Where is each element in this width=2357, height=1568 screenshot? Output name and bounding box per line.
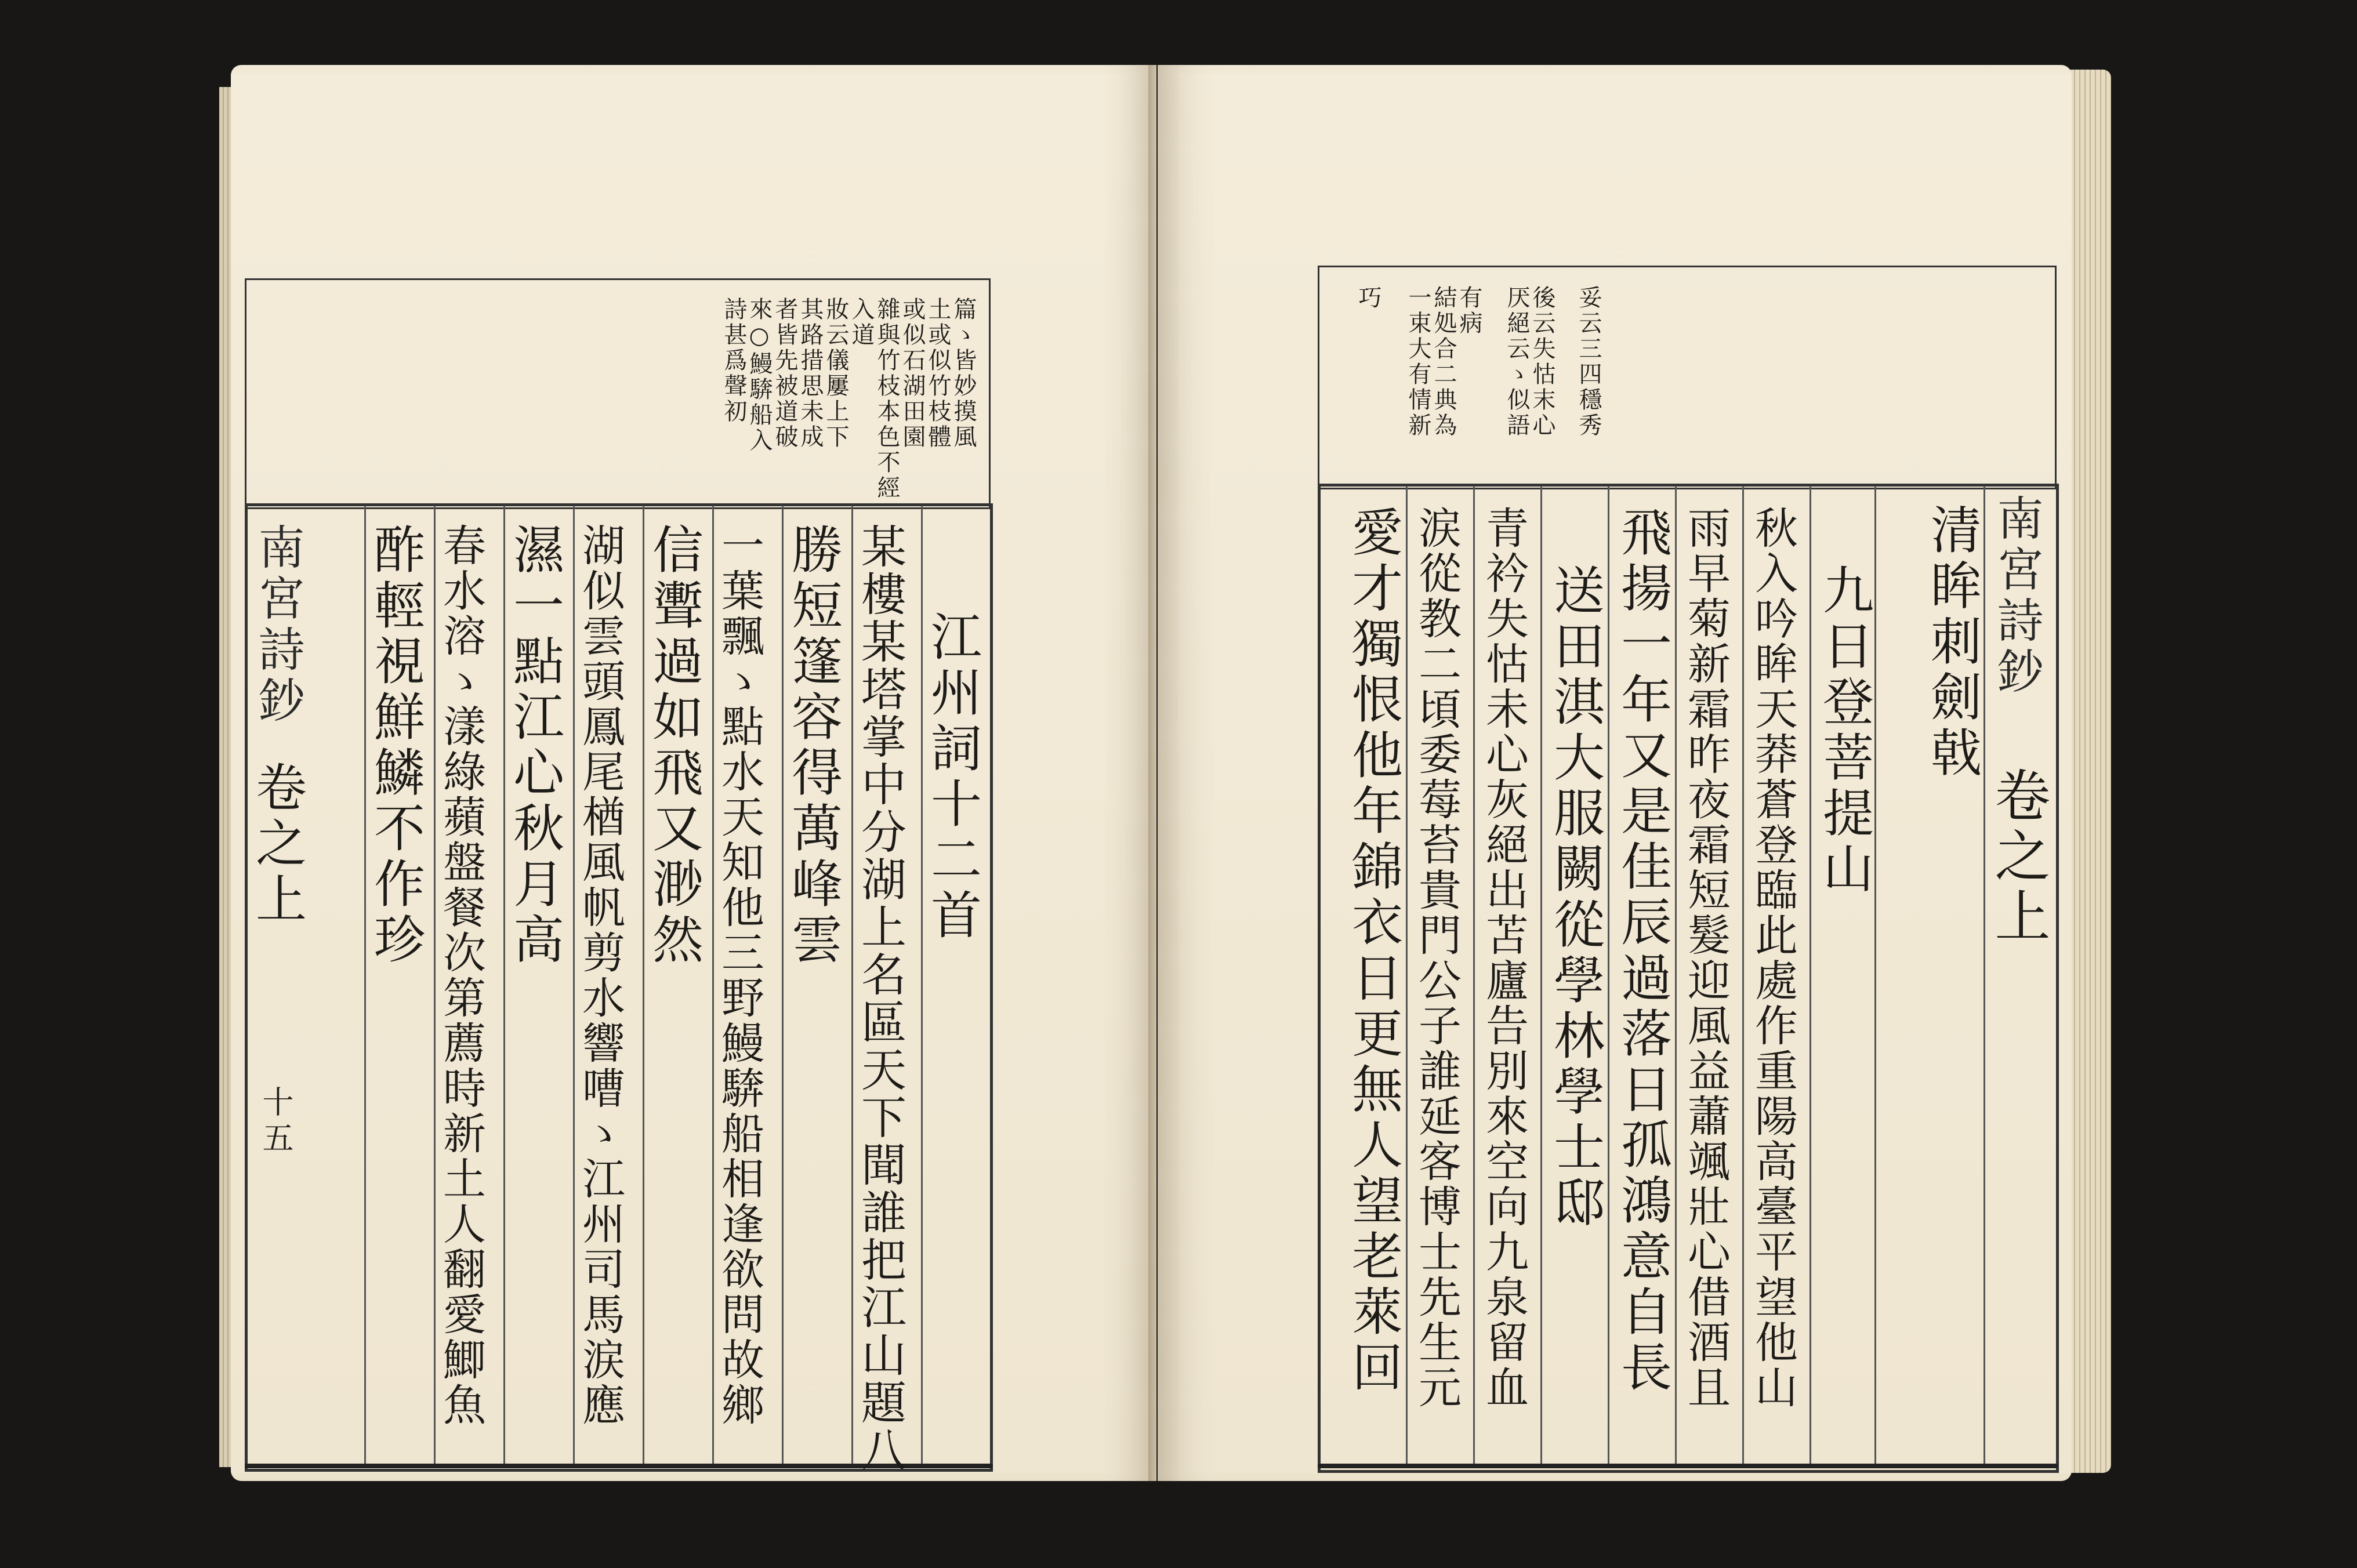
left-commentary-6: 妝云儀屢上下 xyxy=(822,297,849,450)
right-column-4: 雨早菊新霜昨夜霜短髮迎風益蕭颯壯心借酒且 xyxy=(1681,506,1731,1410)
right-column-9: 愛才獨恨他年錦衣日更無人望老萊回 xyxy=(1344,506,1404,1396)
right-commentary-5: 結処合二典為 xyxy=(1430,285,1457,438)
left-banner-title: 南宮詩鈔 xyxy=(251,523,304,727)
left-column-3: 勝短篷容得萬峰雲 xyxy=(784,523,843,968)
right-commentary-2: 後云失怙末心 xyxy=(1529,285,1555,438)
right-column-1: 清眸刺劍戟 xyxy=(1923,503,1982,782)
left-column-6: 湖似雲頭鳳尾楢風帆剪水響嘈ゝ江州司馬涙應 xyxy=(575,523,625,1428)
right-commentary-3: 厌絕云ゝ似語 xyxy=(1503,285,1530,438)
left-commentary-1: 篇ゝ皆妙摸風 xyxy=(950,297,977,450)
left-column-title: 江州詞十二首 xyxy=(923,610,982,944)
left-commentary-2: 土或似竹枝體 xyxy=(924,297,951,450)
right-commentary-7: 巧 xyxy=(1355,285,1381,311)
left-commentary-5: 入道 xyxy=(848,297,875,348)
right-page-stack-edge xyxy=(2065,70,2111,1473)
left-commentary-7: 其路措思未成 xyxy=(797,297,824,450)
left-column-2: 某樓某塔掌中分湖上名區天下聞誰把江山題八 xyxy=(854,523,906,1474)
right-commentary-4: 有病 xyxy=(1456,285,1482,336)
left-page-number: 十五 xyxy=(258,1086,294,1157)
left-column-9: 酢輕視鮮鱗不作珍 xyxy=(366,523,426,968)
left-column-4: 一葉飄ゝ點水天知他三野鰻𩣺船相逢欲問故鄉 xyxy=(715,523,764,1428)
right-column-7: 青衿失怙未心灰絕出苫廬告別來空向九泉留血 xyxy=(1479,506,1529,1410)
right-column-title-2: 送田淇大服闕從學林學士邸 xyxy=(1546,564,1605,1232)
left-commentary-9: 來○鰻𩣺船入 xyxy=(746,297,773,453)
left-commentary-8: 者皆先被道破 xyxy=(771,297,798,450)
left-column-7: 濕一點江心秋月高 xyxy=(505,523,565,968)
left-column-8: 春水溶ゝ漾綠蘋盤餐次第薦時新土人翻愛鯽魚 xyxy=(436,523,486,1428)
right-commentary-6: 一束大有情新 xyxy=(1405,285,1431,438)
left-commentary-10: 詩甚爲聲初 xyxy=(720,297,747,424)
right-commentary-1: 妥云三四穩秀 xyxy=(1575,285,1602,438)
right-page xyxy=(1158,65,2072,1481)
right-column-3: 秋入吟眸天莽蒼登臨此處作重陽高臺平望他山 xyxy=(1748,506,1798,1410)
right-column-title-1: 九日登菩提山 xyxy=(1815,564,1874,898)
left-commentary-4: 雜與竹枝本色不經 xyxy=(873,297,900,501)
right-volume-label: 卷之上 xyxy=(1986,767,2051,948)
right-column-8: 涙從教二頃委莓苔貴門公子誰延客博士先生元 xyxy=(1412,506,1462,1410)
left-column-5: 信聻過如飛又渺然 xyxy=(644,523,704,968)
right-column-5: 飛揚一年又是佳辰過落日孤鴻意自長 xyxy=(1613,506,1673,1396)
left-commentary-3: 或似石湖田園 xyxy=(899,297,926,450)
left-page xyxy=(231,65,1156,1481)
right-banner-title: 南宮詩鈔 xyxy=(1989,494,2043,698)
left-volume-label: 卷之上 xyxy=(248,761,307,928)
